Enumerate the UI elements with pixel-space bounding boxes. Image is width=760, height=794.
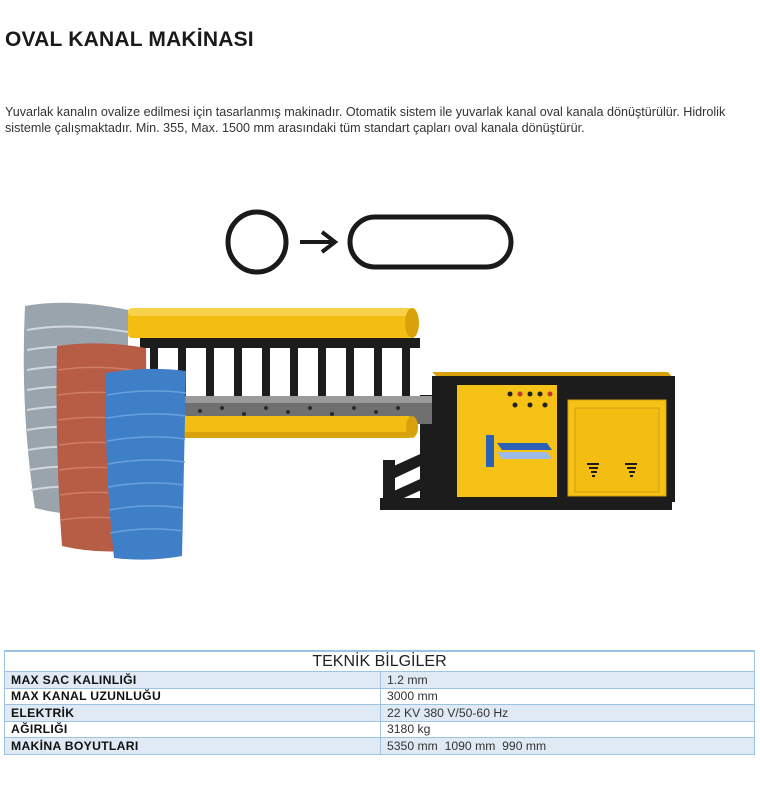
table-row	[5, 738, 755, 755]
control-cabinet	[432, 372, 675, 502]
round-duct-symbol	[228, 212, 286, 272]
spec-label: ELEKTRİK	[5, 705, 381, 722]
spec-label: MAX SAC KALINLIĞI	[5, 672, 381, 689]
table-row	[5, 705, 755, 722]
page-title: OVAL KANAL MAKİNASI	[5, 28, 254, 51]
spec-value: 1.2 mm	[381, 672, 755, 689]
table-row	[5, 672, 755, 689]
oval-duct-symbol	[350, 217, 511, 267]
spec-value: 5350 mm 1090 mm 990 mm	[381, 738, 755, 755]
table-row	[5, 688, 755, 705]
round-to-oval-diagram	[228, 212, 511, 272]
specs-heading-row	[5, 651, 755, 672]
arrow-right-icon	[300, 232, 335, 252]
spec-label: MAX KANAL UZUNLUĞU	[5, 688, 381, 705]
machine-illustration	[0, 190, 760, 570]
spec-label: AĞIRLIĞI	[5, 721, 381, 738]
table-row	[5, 721, 755, 738]
lower-roller	[150, 416, 418, 438]
spec-value: 3180 kg	[381, 721, 755, 738]
spec-label: MAKİNA BOYUTLARI	[5, 738, 381, 755]
blue-duct	[106, 369, 186, 560]
specs-heading: TEKNİK BİLGİLER	[5, 651, 755, 672]
technical-specs-table	[4, 650, 755, 755]
upper-roller	[128, 308, 419, 338]
spec-value: 3000 mm	[381, 688, 755, 705]
spec-value: 22 KV 380 V/50-60 Hz	[381, 705, 755, 722]
product-description: Yuvarlak kanalın ovalize edilmesi için tasarlanmış makinadır. Otomatik sistem ile yuvarlak kanal oval kanala dönüştürülür. Hidrolik sistemle çalışmaktadır. Min. 355, Max. 1500 mm arasındaki tüm standart çapları oval kanala dönüştürür.	[5, 105, 726, 135]
